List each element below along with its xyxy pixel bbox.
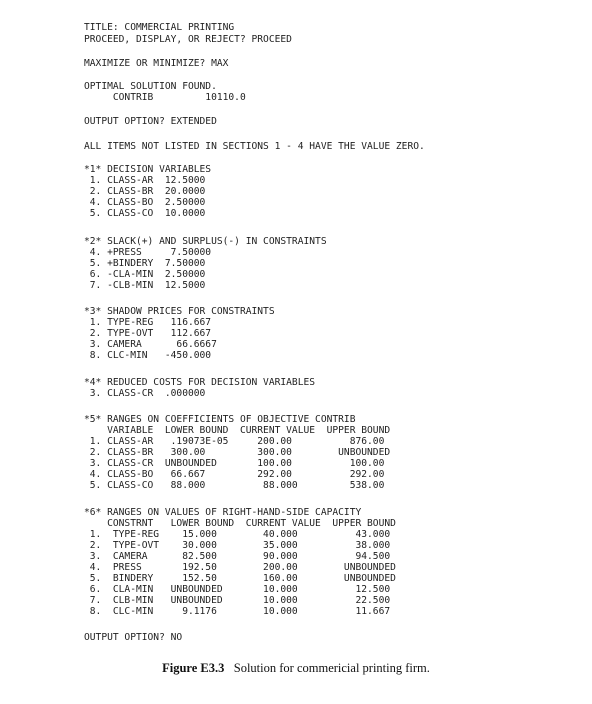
- title-line: TITLE: COMMERCIAL PRINTING: [84, 22, 235, 33]
- rhs-range-row: 1. TYPE-REG 15.000 40.000 43.000: [84, 529, 391, 540]
- figure-label: Figure E3.3: [162, 661, 225, 675]
- figure-caption-text: Solution for commericial printing firm.: [233, 661, 430, 675]
- rhs-range-row: 8. CLC-MIN 9.1176 10.000 11.667: [84, 606, 391, 617]
- objective-range-row: 2. CLASS-BR 300.00 300.00 UNBOUNDED: [84, 447, 391, 458]
- objective-range-row: 3. CLASS-CR UNBOUNDED 100.00 100.00: [84, 458, 385, 469]
- slack-row: 7. -CLB-MIN 12.5000: [84, 280, 206, 291]
- slack-row: 6. -CLA-MIN 2.50000: [84, 269, 206, 280]
- proceed-prompt: PROCEED, DISPLAY, OR REJECT? PROCEED: [84, 34, 292, 45]
- shadow-row: 1. TYPE-REG 116.667: [84, 317, 212, 328]
- solution-status: OPTIMAL SOLUTION FOUND.: [84, 81, 217, 92]
- shadow-row: 8. CLC-MIN -450.000: [84, 350, 212, 361]
- decision-row: 4. CLASS-BO 2.50000: [84, 197, 206, 208]
- section-6-column-header: CONSTRNT LOWER BOUND CURRENT VALUE UPPER BOUND: [84, 518, 396, 529]
- output-option-no: OUTPUT OPTION? NO: [84, 632, 183, 643]
- slack-row: 4. +PRESS 7.50000: [84, 247, 212, 258]
- objective-range-row: 4. CLASS-BO 66.667 292.00 292.00: [84, 469, 385, 480]
- section-3-heading: *3* SHADOW PRICES FOR CONSTRAINTS: [84, 306, 275, 317]
- slack-row: 5. +BINDERY 7.50000: [84, 258, 206, 269]
- section-5-heading: *5* RANGES ON COEFFICIENTS OF OBJECTIVE CONTRIB: [84, 414, 356, 425]
- section-2-heading: *2* SLACK(+) AND SURPLUS(-) IN CONSTRAINTS: [84, 236, 327, 247]
- rhs-range-row: 6. CLA-MIN UNBOUNDED 10.000 12.500: [84, 584, 391, 595]
- reduced-row: 3. CLASS-CR .000000: [84, 388, 206, 399]
- objective-range-row: 5. CLASS-CO 88.000 88.000 538.00: [84, 480, 385, 491]
- zero-note: ALL ITEMS NOT LISTED IN SECTIONS 1 - 4 HAVE THE VALUE ZERO.: [84, 141, 425, 152]
- section-1-heading: *1* DECISION VARIABLES: [84, 164, 212, 175]
- rhs-range-row: 2. TYPE-OVT 30.000 35.000 38.000: [84, 540, 391, 551]
- decision-row: 1. CLASS-AR 12.5000: [84, 175, 206, 186]
- section-6-heading: *6* RANGES ON VALUES OF RIGHT-HAND-SIDE CAPACITY: [84, 507, 362, 518]
- output-option-extended: OUTPUT OPTION? EXTENDED: [84, 116, 217, 127]
- shadow-row: 3. CAMERA 66.6667: [84, 339, 217, 350]
- decision-row: 2. CLASS-BR 20.0000: [84, 186, 206, 197]
- figure-caption: [0, 661, 592, 676]
- max-min-prompt: MAXIMIZE OR MINIMIZE? MAX: [84, 58, 229, 69]
- rhs-range-row: 3. CAMERA 82.500 90.000 94.500: [84, 551, 391, 562]
- objective-range-row: 1. CLASS-AR .19073E-05 200.00 876.00: [84, 436, 385, 447]
- section-4-heading: *4* REDUCED COSTS FOR DECISION VARIABLES: [84, 377, 316, 388]
- shadow-row: 2. TYPE-OVT 112.667: [84, 328, 212, 339]
- section-5-column-header: VARIABLE LOWER BOUND CURRENT VALUE UPPER BOUND: [84, 425, 391, 436]
- objective-line: CONTRIB 10110.0: [84, 92, 246, 103]
- rhs-range-row: 7. CLB-MIN UNBOUNDED 10.000 22.500: [84, 595, 391, 606]
- rhs-range-row: 5. BINDERY 152.50 160.00 UNBOUNDED: [84, 573, 396, 584]
- rhs-range-row: 4. PRESS 192.50 200.00 UNBOUNDED: [84, 562, 396, 573]
- decision-row: 5. CLASS-CO 10.0000: [84, 208, 206, 219]
